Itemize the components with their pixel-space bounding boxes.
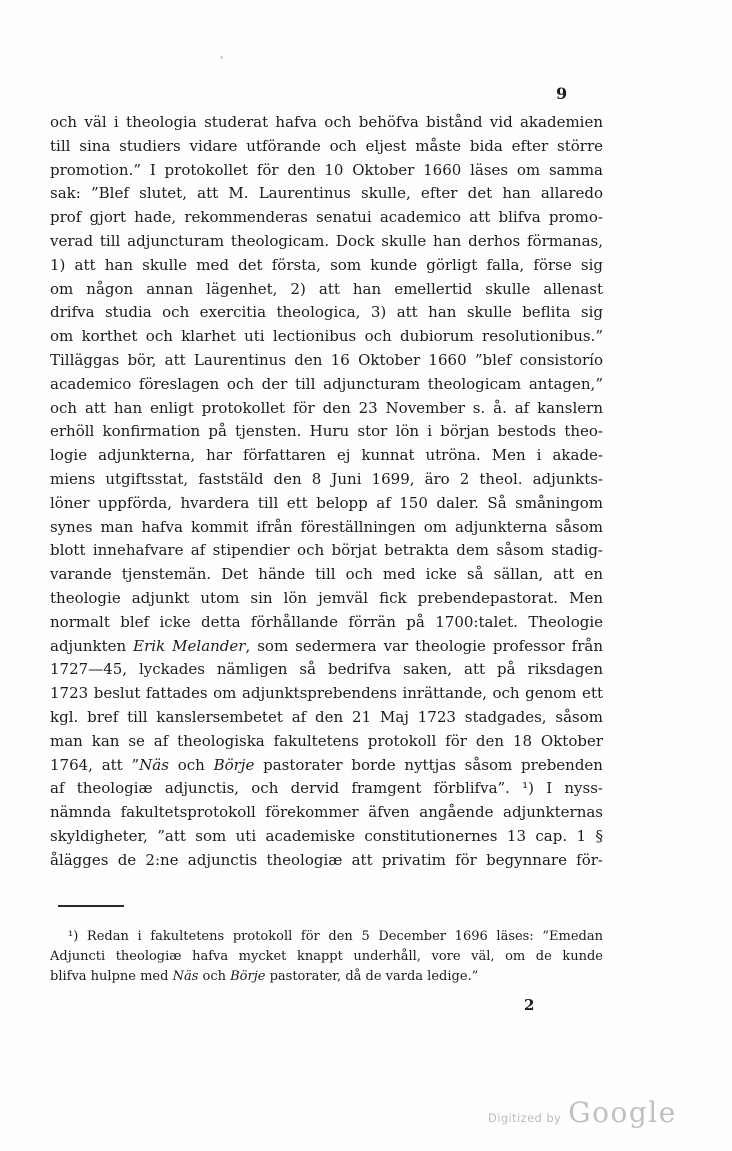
- text-line: 1764, att ”Näs och Börje pastorater borde nyttjas såsom prebenden: [50, 755, 603, 774]
- text-line: Tilläggas bör, att Laurentinus den 16 Oktober 1660 ”blef consistorío: [50, 350, 603, 369]
- digitized-by-label: Digitized by: [488, 1111, 562, 1125]
- text-line: ¹) Redan i fakultetens protokoll för den 5 December 1696 läses: ”Emedan: [68, 929, 603, 944]
- text-line: löner uppförda, hvardera till ett belopp af 150 daler. Så småningom: [50, 493, 603, 512]
- text-line: 1727—45, lyckades nämligen så bedrifva saken, att på riksdagen: [50, 660, 603, 679]
- text-line: om någon annan lägenhet, 2) att han emellertid skulle allenast: [50, 279, 603, 298]
- text-line: logie adjunkterna, har författaren ej kunnat utröna. Men i akade-: [50, 446, 603, 465]
- body-text: [50, 111, 603, 873]
- footnote-text: [50, 927, 603, 987]
- text-line: normalt blef icke detta förhållande förrän på 1700:talet. Theologie: [50, 612, 603, 631]
- text-line: till sina studiers vidare utförande och eljest måste bida efter större: [50, 136, 603, 155]
- text-line: ålägges de 2:ne adjunctis theologiæ att privatim för begynnare för-: [50, 850, 603, 869]
- text-line: 1) att han skulle med det första, som kunde görligt falla, förse sig: [50, 255, 603, 274]
- text-line: nämnda fakultetsprotokoll förekommer äfven angående adjunkternas: [50, 803, 603, 822]
- text-line: drifva studia och exercitia theologica, 3) att han skulle beflita sig: [50, 303, 603, 322]
- text-line: blifva hulpne med Näs och Börje pastorater, då de varda ledige.”: [50, 969, 479, 984]
- google-logo: Google: [568, 1096, 677, 1129]
- footnote-separator-rule: [58, 905, 124, 907]
- text-line: varande tjenstemän. Det hände till och med icke så sällan, att en: [50, 565, 603, 584]
- scan-speck: [220, 56, 223, 59]
- text-line: man kan se af theologiska fakultetens protokoll för den 18 Oktober: [50, 731, 603, 750]
- text-line: promotion.” I protokollet för den 10 Oktober 1660 läses om samma: [50, 160, 603, 179]
- page-number: 9: [556, 84, 568, 103]
- text-line: skyldigheter, ”att som uti academiske constitutionernes 13 cap. 1 §: [50, 826, 603, 845]
- text-line: theologie adjunkt utom sin lön jemväl fick prebendepastorat. Men: [50, 588, 603, 607]
- text-line: verad till adjuncturam theologicam. Dock skulle han derhos förmanas,: [50, 231, 603, 250]
- text-line: adjunkten Erik Melander, som sedermera var theologie professor från: [50, 636, 603, 655]
- text-line: om korthet och klarhet uti lectionibus och dubiorum resolutionibus.”: [50, 327, 603, 346]
- text-line: och att han enligt protokollet för den 23 November s. å. af kanslern: [50, 398, 603, 417]
- text-line: blott innehafvare af stipendier och börjat betrakta dem såsom stadig-: [50, 541, 603, 560]
- text-line: kgl. bref till kanslersembetet af den 21 Maj 1723 stadgades, såsom: [50, 707, 603, 726]
- text-line: 1723 beslut fattades om adjunktsprebendens inrättande, och genom ett: [50, 684, 603, 703]
- watermark: [488, 1096, 677, 1129]
- text-line: synes man hafva kommit ifrån föreställningen om adjunkterna såsom: [50, 517, 603, 536]
- text-line: erhöll konfirmation på tjensten. Huru stor lön i början bestods theo-: [50, 422, 603, 441]
- text-line: af theologiæ adjunctis, och dervid framgent förblifva”. ¹) I nyss-: [50, 779, 603, 798]
- signature-mark: 2: [524, 996, 535, 1014]
- text-line: Adjuncti theologiæ hafva mycket knappt underhåll, vore väl, om de kunde: [50, 949, 603, 964]
- text-line: och väl i theologia studerat hafva och behöfva bistånd vid akademien: [50, 113, 603, 131]
- text-line: miens utgiftsstat, faststäld den 8 Juni 1699, äro 2 theol. adjunkts-: [50, 469, 603, 488]
- text-line: sak: ”Blef slutet, att M. Laurentinus skulle, efter det han allaredo: [50, 184, 603, 203]
- text-line: academico föreslagen och der till adjuncturam theologicam antagen,”: [50, 374, 603, 393]
- text-line: prof gjort hade, rekommenderas senatui academico att blifva promo-: [50, 208, 603, 227]
